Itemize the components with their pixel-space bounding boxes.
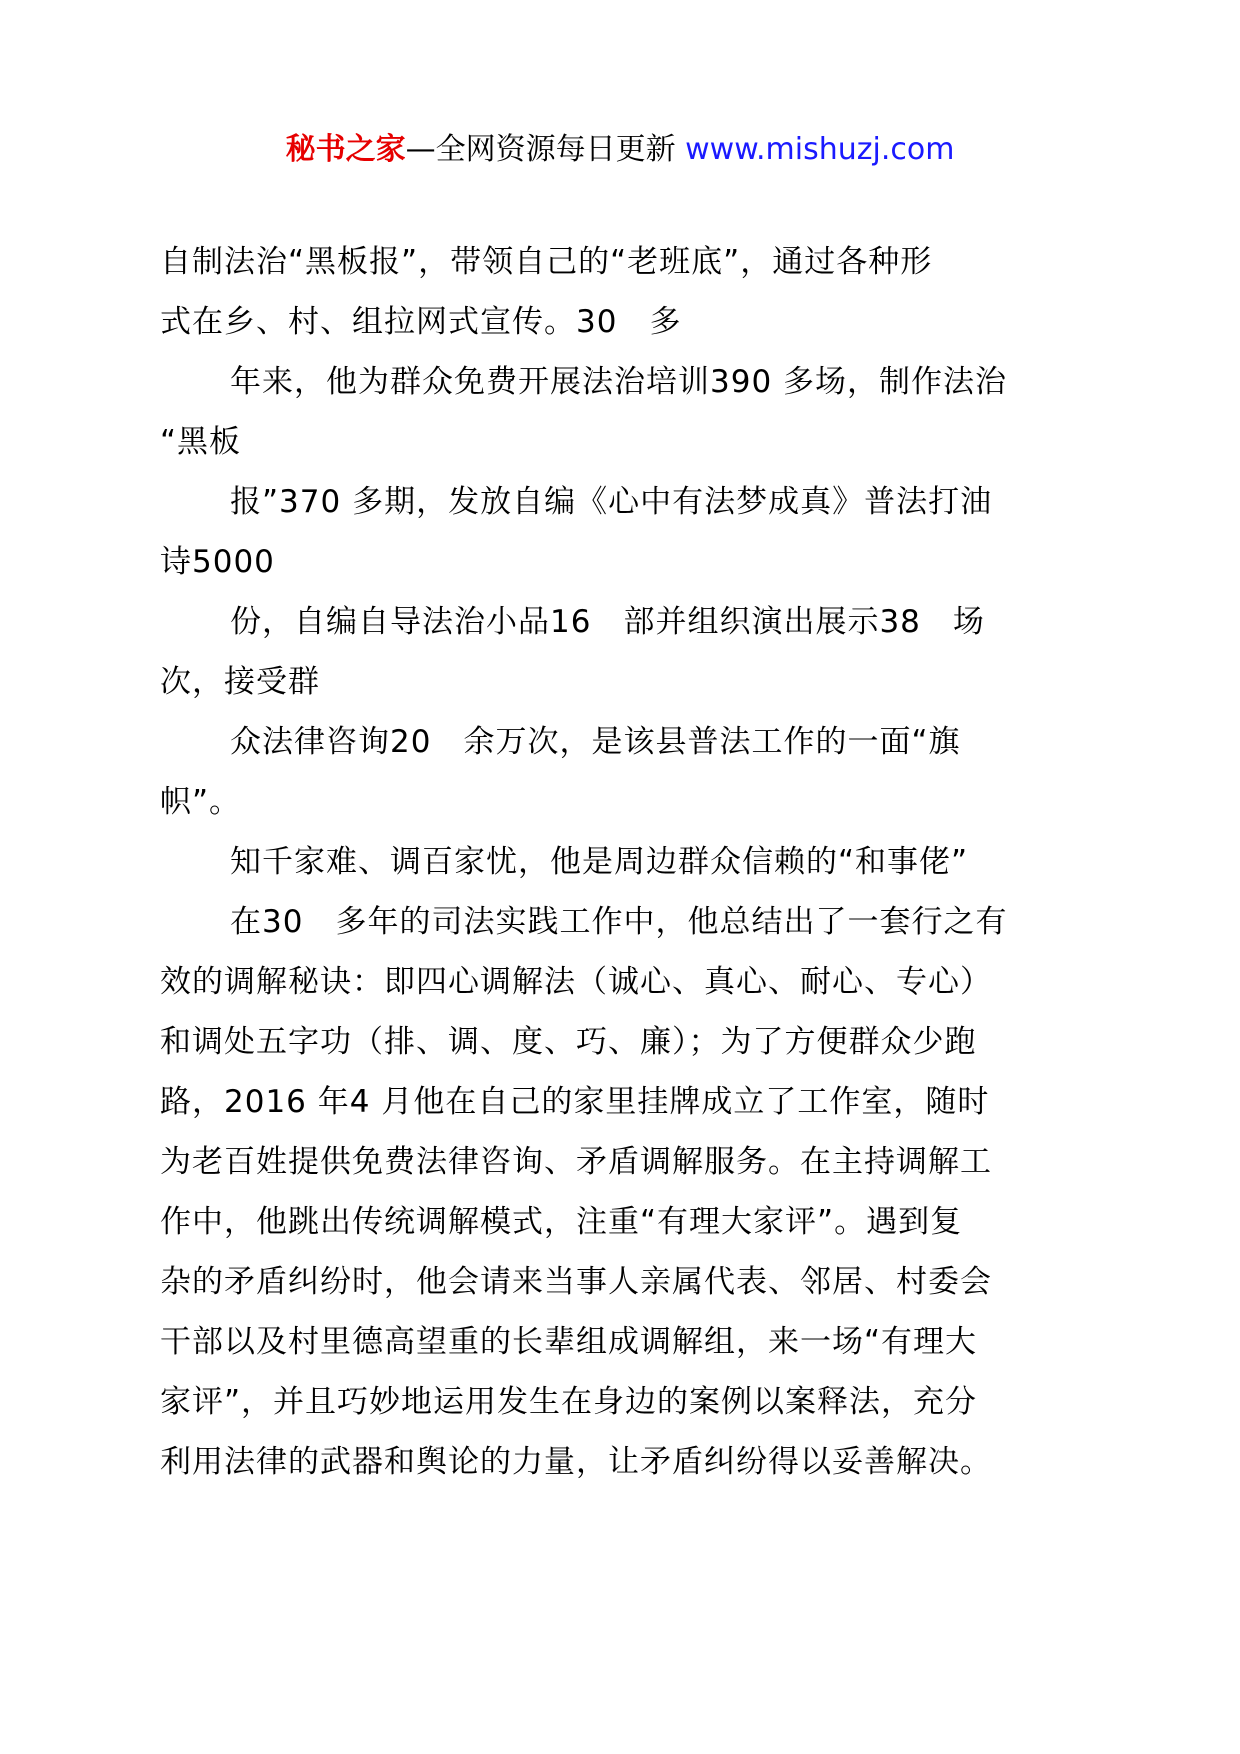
text-line: 年来，他为群众免费开展法治培训390 多场，制作法治 [230, 364, 1008, 400]
text-line: 和调处五字功（排、调、度、巧、廉）；为了方便群众少跑 [160, 1024, 977, 1060]
document-body [160, 232, 1095, 1492]
text-line: 路，2016 年4 月他在自己的家里挂牌成立了工作室，随时 [160, 1084, 990, 1120]
text-line: 自制法治“黑板报”，带领自己的“老班底”，通过各种形 [160, 244, 933, 280]
text-line: 帜”。 [160, 784, 242, 820]
page-header [0, 130, 1240, 170]
brand-name: 秘书之家 [285, 132, 406, 167]
text-line: 式在乡、村、组拉网式宣传。30 多 [160, 304, 682, 340]
section-heading: 知千家难、调百家忧，他是周边群众信赖的“和事佬” [230, 844, 969, 880]
text-line: 杂的矛盾纠纷时，他会请来当事人亲属代表、邻居、村委会 [160, 1264, 992, 1300]
header-slogan: —全网资源每日更新 [405, 132, 676, 167]
text-line: 家评”，并且巧妙地运用发生在身边的案例以案释法，充分 [160, 1384, 978, 1420]
website-link[interactable]: www.mishuzj.com [685, 132, 955, 167]
text-line: 在30 多年的司法实践工作中，他总结出了一套行之有 [230, 904, 1008, 940]
text-line: 众法律咨询20 余万次，是该县普法工作的一面“旗 [230, 724, 961, 760]
text-line: 利用法律的武器和舆论的力量，让矛盾纠纷得以妥善解决。 [160, 1444, 992, 1480]
text-line: 诗5000 [160, 544, 275, 580]
text-line: “黑板 [160, 424, 242, 460]
text-line: 作中，他跳出传统调解模式，注重“有理大家评”。遇到复 [160, 1204, 963, 1240]
text-line: 次，接受群 [160, 664, 320, 700]
text-line: 份，自编自导法治小品16 部并组织演出展示38 场 [230, 604, 985, 640]
text-line: 干部以及村里德高望重的长辈组成调解组，来一场“有理大 [160, 1324, 978, 1360]
text-line: 效的调解秘诀：即四心调解法（诚心、真心、耐心、专心） [160, 964, 992, 1000]
text-line: 为老百姓提供免费法律咨询、矛盾调解服务。在主持调解工 [160, 1144, 992, 1180]
text-line: 报”370 多期，发放自编《心中有法梦成真》普法打油 [230, 484, 993, 520]
